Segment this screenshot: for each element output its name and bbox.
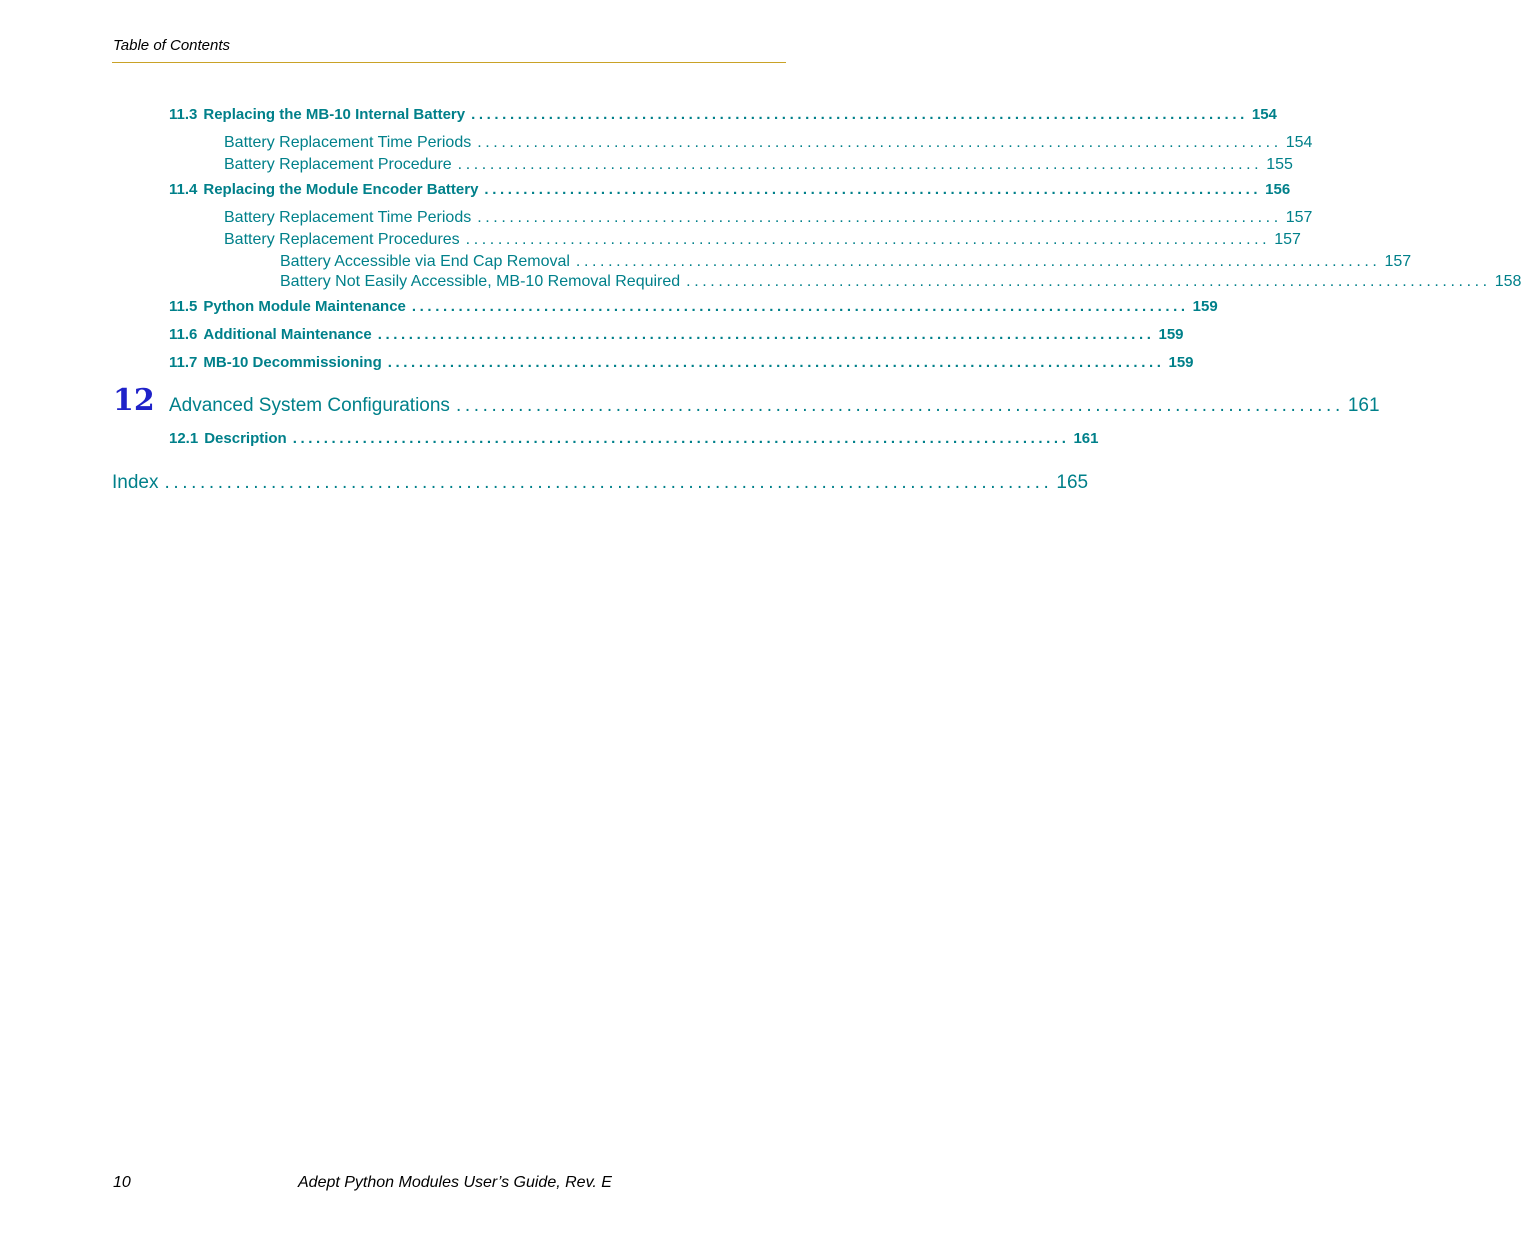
toc-entry-11-7[interactable] — [169, 354, 1194, 371]
toc-entry-page: 159 — [1168, 354, 1194, 371]
dot-leader: .................................................................................................... — [455, 395, 1344, 416]
toc-entry-title: Replacing the MB-10 Internal Battery — [203, 106, 466, 123]
toc-entry-page: 159 — [1192, 298, 1218, 315]
dot-leader: .................................................................................................... — [484, 181, 1262, 198]
footer-page-number: 10 — [113, 1174, 131, 1191]
dot-leader: .................................................................................................... — [292, 430, 1070, 447]
toc-entry-page: 158 — [1494, 273, 1521, 290]
toc-entry-page: 154 — [1285, 134, 1313, 151]
toc-entry-page: 161 — [1073, 430, 1099, 447]
toc-entry-11-4[interactable] — [169, 181, 1291, 198]
toc-entry-title: Battery Not Easily Accessible, MB-10 Removal Required — [280, 273, 681, 290]
toc-entry-number: 12.1 — [169, 430, 199, 447]
toc-entry-page: 154 — [1251, 106, 1277, 123]
toc-entry-number: 11.4 — [169, 181, 198, 198]
dot-leader: .................................................................................................... — [411, 298, 1189, 315]
dot-leader: .................................................................................................... — [471, 106, 1248, 123]
toc-entry-title: Battery Replacement Procedure — [224, 156, 452, 173]
toc-entry-number: 11.5 — [169, 298, 198, 315]
toc-entry-title: Battery Replacement Procedures — [224, 231, 460, 248]
toc-entry-page: 156 — [1265, 181, 1291, 198]
dot-leader: .................................................................................................... — [387, 354, 1165, 371]
dot-leader: .................................................................................................... — [575, 253, 1381, 270]
dot-leader: .................................................................................................... — [477, 209, 1282, 226]
toc-entry-title: Replacing the Module Encoder Battery — [203, 181, 479, 198]
footer-guide-title: Adept Python Modules User’s Guide, Rev. E — [298, 1174, 612, 1191]
toc-entry-number: 11.7 — [169, 354, 198, 371]
index-page: 165 — [1056, 472, 1089, 493]
dot-leader: .................................................................................................... — [164, 472, 1053, 493]
dot-leader: .................................................................................................... — [686, 273, 1491, 290]
toc-entry-11-6[interactable] — [169, 326, 1184, 343]
header-title: Table of Contents — [113, 37, 231, 54]
toc-entry-mb10-removal[interactable] — [280, 273, 1521, 291]
toc-entry-title: MB-10 Decommissioning — [203, 354, 382, 371]
chapter-page: 161 — [1347, 395, 1380, 416]
dot-leader: .................................................................................................... — [477, 134, 1282, 151]
toc-entry-encoder-procedures[interactable] — [224, 231, 1301, 249]
toc-entry-page: 157 — [1274, 231, 1301, 248]
toc-entry-12-1[interactable] — [169, 430, 1099, 447]
toc-entry-battery-time-periods[interactable] — [224, 134, 1313, 152]
toc-chapter-12[interactable] — [169, 395, 1380, 417]
toc-entry-title: Battery Replacement Time Periods — [224, 209, 472, 226]
toc-entry-11-3[interactable] — [169, 106, 1277, 123]
toc-entry-title: Python Module Maintenance — [203, 298, 406, 315]
chapter-number: 12 — [113, 383, 155, 418]
dot-leader: .................................................................................................... — [457, 156, 1263, 173]
toc-entry-encoder-time-periods[interactable] — [224, 209, 1313, 227]
toc-entry-11-5[interactable] — [169, 298, 1218, 315]
toc-entry-title: Battery Accessible via End Cap Removal — [280, 253, 570, 270]
toc-entry-page: 157 — [1285, 209, 1313, 226]
toc-entry-page: 157 — [1384, 253, 1412, 270]
toc-entry-title: Battery Replacement Time Periods — [224, 134, 472, 151]
dot-leader: .................................................................................................... — [377, 326, 1155, 343]
toc-entry-title: Additional Maintenance — [203, 326, 372, 343]
toc-entry-number: 11.6 — [169, 326, 198, 343]
toc-entry-end-cap-removal[interactable] — [280, 253, 1412, 271]
toc-entry-title: Description — [204, 430, 287, 447]
toc-entry-number: 11.3 — [169, 106, 198, 123]
toc-entry-page: 155 — [1266, 156, 1293, 173]
chapter-title: Advanced System Configurations — [169, 395, 450, 416]
dot-leader: .................................................................................................... — [465, 231, 1271, 248]
index-title: Index — [112, 472, 159, 493]
toc-entry-page: 159 — [1158, 326, 1184, 343]
header-rule — [112, 62, 786, 63]
toc-index[interactable] — [112, 472, 1089, 494]
toc-entry-battery-procedure[interactable] — [224, 156, 1293, 174]
